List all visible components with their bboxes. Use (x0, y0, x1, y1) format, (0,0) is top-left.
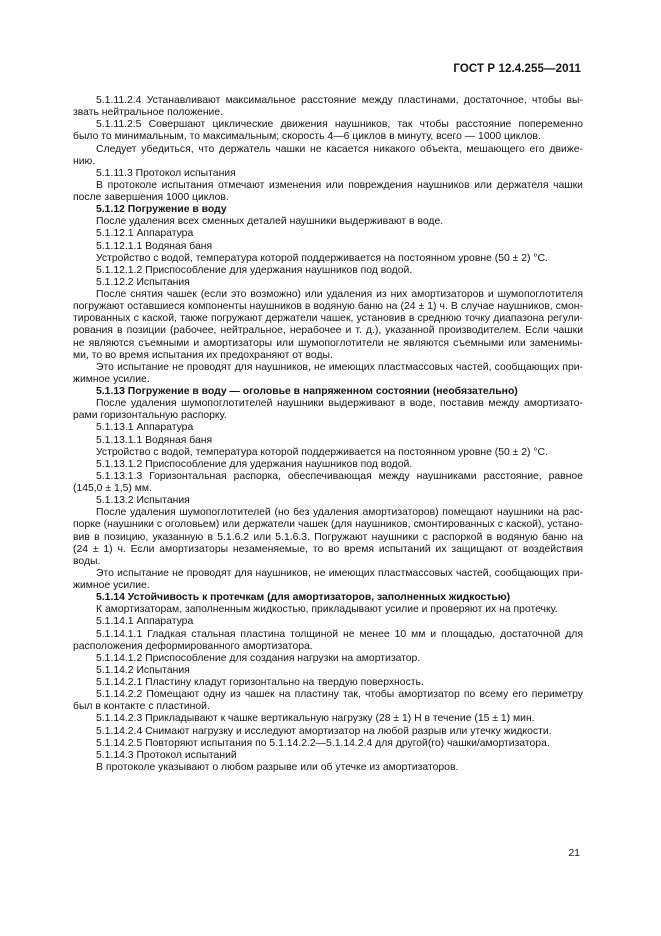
text-line: было то минимальным, то максимальным; скорость 4—6 циклов в минуту, всего — 1000 циклов. (73, 131, 541, 143)
text-line: нию. (73, 155, 96, 167)
text-line: вив в позицию, указанную в 5.1.6.2 или 5.1.6.3. Погружают наушники с распоркой в водяную баню на (73, 531, 583, 543)
text-line: не являются съемными и амортизаторы или шумопоглотители не являются съемными или заменимы- (73, 337, 583, 349)
text-line: После удаления всех сменных деталей наушники выдерживают в воде. (96, 216, 444, 228)
text-line: Устройство с водой, температура которой поддерживается на постоянном уровне (50 ± 2) °С. (96, 446, 548, 458)
page-number: 21 (568, 847, 580, 859)
text-line: После удаления шумопоглотителей (но без удаления амортизаторов) помещают наушники на рас- (96, 507, 583, 519)
text-line: 5.1.14.2.4 Снимают нагрузку и исследуют амортизатор на любой разрыв или утечку жидкости. (96, 725, 552, 737)
text-line: звать нейтральное положение. (73, 107, 224, 119)
text-line: погружают оставшиеся компоненты наушников в водяную баню на (24 ± 1) ч. В случае наушников, смон- (73, 301, 583, 313)
text-line: расположения деформированного амортизатора. (73, 640, 313, 652)
text-line: Это испытание не проводят для наушников, не имеющих пластмассовых частей, сообщающих при- (96, 361, 583, 373)
text-line: порке (наушники с оголовьем) или держатели чашек (для наушников, смонтированных с каской), устано- (73, 519, 583, 531)
document-body (73, 95, 583, 774)
text-line: После удаления шумопоглотителей наушники выдерживают в воде, поставив между амортизато- (96, 398, 583, 410)
document-header: ГОСТ Р 12.4.255—2011 (453, 63, 581, 75)
text-line: (24 ± 1) ч. Если амортизаторы незаменяемые, то во время испытаний их защищают от воздействия воды. (73, 543, 583, 567)
text-line: 5.1.14.2 Испытания (96, 664, 190, 676)
text-line: 5.1.11.2.4 Устанавливают максимальное расстояние между пластинами, достаточное, чтобы вы- (96, 95, 583, 106)
text-line: ми, то во время испытания их предохраняют от воды. (73, 349, 333, 361)
text-line: К амортизаторам, заполненным жидкостью, прикладывают усилие и проверяют их на протечку. (96, 604, 558, 616)
text-line: Следует убедиться, что держатель чашки не касается никакого объекта, мешающего его движе- (96, 143, 583, 155)
text-line: 5.1.13.2 Испытания (96, 495, 190, 507)
text-line: после завершения 1000 циклов. (73, 192, 229, 203)
text-line: Это испытание не проводят для наушников, не имеющих пластмассовых частей, сообщающих при- (96, 567, 583, 579)
text-line: рами горизонтальную распорку. (73, 410, 227, 422)
text-line: 5.1.11.3 Протокол испытания (96, 167, 236, 179)
text-line: После снятия чашек (если это возможно) или удаления из них амортизаторов и шумопоглотителя (96, 289, 583, 300)
text-line: В протоколе испытания отмечают изменения или повреждения наушников или держателя чашки (96, 179, 583, 191)
text-line: тированных с каской, также погружают держатели чашек, установив в среднюю точку диапазона регули- (73, 313, 583, 325)
text-line: 5.1.14.2.2 Помещают одну из чашек на пластину так, чтобы амортизатор по всему его периметру (96, 689, 583, 701)
text-line: 5.1.14.2.5 Повторяют испытания по 5.1.14.2.2—5.1.14.2.4 для другой(го) чашки/амортизатора. (96, 737, 550, 749)
text-line: 5.1.14.2.1 Пластину кладут горизонтально на твердую поверхность. (96, 677, 424, 688)
section-heading: 5.1.12 Погружение в воду (96, 204, 227, 216)
text-line: 5.1.14.2.3 Прикладывают к чашке вертикальную нагрузку (28 ± 1) Н в течение (15 ± 1) мин. (96, 713, 535, 725)
text-line: 5.1.12.1.2 Приспособление для удержания наушников под водой. (96, 264, 413, 276)
text-line: 5.1.12.1.1 Водяная баня (96, 240, 213, 252)
text-line: жимное усилие. (73, 580, 150, 591)
text-line: 5.1.12.2 Испытания (96, 276, 190, 288)
text-line: 5.1.11.2.5 Совершают циклические движения наушников, так чтобы расстояние попеременно (96, 119, 583, 131)
text-line: рования в позиции (рабочее, нейтральное, нерабочее и т. д.), указанной производителем. Если чашки (73, 325, 583, 337)
text-line: 5.1.13.1.2 Приспособление для удержания наушников под водой. (96, 458, 413, 470)
text-line: 5.1.13.1.3 Горизонтальная распорка, обеспечивающая между наушниками расстояние, равное (96, 470, 583, 482)
text-line: 5.1.14.1.1 Гладкая стальная пластина толщиной не менее 10 мм и площадью, достаточной для (96, 628, 583, 640)
text-line: 5.1.14.3 Протокол испытаний (96, 749, 237, 761)
text-line: (145,0 ± 1,5) мм. (73, 483, 152, 494)
text-line: жимное усилие. (73, 373, 150, 385)
text-line: 5.1.12.1 Аппаратура (96, 228, 194, 240)
text-line: был в контакте с пластиной. (73, 701, 210, 713)
section-heading: 5.1.14 Устойчивость к протечкам (для амортизаторов, заполненных жидкостью) (96, 592, 511, 604)
text-line: 5.1.13.1 Аппаратура (96, 422, 194, 434)
section-heading: 5.1.13 Погружение в воду — оголовье в напряженном состоянии (необязательно) (96, 386, 518, 397)
text-line: Устройство с водой, температура которой поддерживается на постоянном уровне (50 ± 2) °С. (96, 252, 548, 264)
text-line: В протоколе указывают о любом разрыве или об утечке из амортизаторов. (96, 761, 459, 773)
text-line: 5.1.14.1 Аппаратура (96, 616, 194, 628)
text-line: 5.1.13.1.1 Водяная баня (96, 434, 213, 446)
text-line: 5.1.14.1.2 Приспособление для создания нагрузки на амортизатор. (96, 652, 421, 664)
